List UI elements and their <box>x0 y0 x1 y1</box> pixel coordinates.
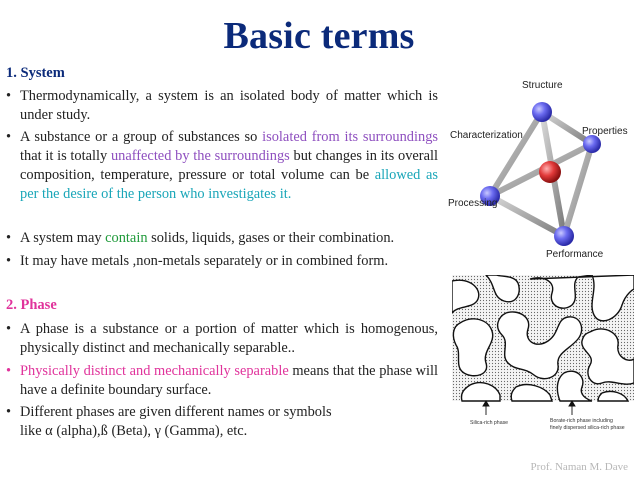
bullet-text <box>6 362 438 400</box>
properties-label: Properties <box>582 126 628 137</box>
structure-label: Structure <box>522 80 563 91</box>
performance-label: Performance <box>546 249 604 260</box>
system-heading: 1. System <box>6 65 65 81</box>
performance-node <box>554 226 574 246</box>
text-run: but changes in its overall composition, temperature, pressure or total volume can be <box>20 148 438 183</box>
system-bullet-3 <box>6 229 438 248</box>
silica-rich-label: Silica-rich phase <box>470 420 509 426</box>
pointer-arrows <box>483 401 575 415</box>
text-run: means that the phase will have a definite boundary surface. <box>20 363 438 398</box>
bullet-text <box>6 403 438 441</box>
phase-heading: 2. Phase <box>6 297 57 313</box>
text-run: that it is totally <box>20 148 111 164</box>
text-run: solids, liquids, gases or their combination. <box>147 230 395 246</box>
borate-rich-label-2: finely dispersed silica-rich phase <box>550 425 625 431</box>
bullet-text <box>6 229 438 248</box>
text-run: A substance or a group of substances so <box>20 129 263 145</box>
text-run: like α (alpha),ß (Beta), γ (Gamma), etc. <box>20 423 248 439</box>
bullet-dot: • <box>6 321 12 337</box>
author-footer: Prof. Naman M. Dave <box>530 461 628 473</box>
bullet-dot: • <box>6 129 12 145</box>
page-title: Basic terms <box>223 15 415 57</box>
phase-bullet-3 <box>6 403 438 441</box>
characterization-node <box>539 161 561 183</box>
system-bullet-2 <box>6 128 438 204</box>
system-bullet-4 <box>6 252 438 271</box>
system-bullet-1 <box>6 87 438 125</box>
bullet-text: A phase is a substance or a portion of matter which is homogenous, physically distinct and mechanically separable.. <box>20 321 438 356</box>
properties-node <box>583 135 601 153</box>
bullet-dot: • <box>6 88 12 104</box>
phase-micrograph <box>452 275 634 443</box>
processing-label: Processing <box>448 198 498 209</box>
phase-bullet-1 <box>6 320 438 358</box>
bullet-text: It may have metals ,non-metals separately or in combined form. <box>20 253 389 269</box>
text-run: A system may <box>20 230 106 246</box>
highlight-allowed: allowed as per the desire of the person who investigates it. <box>20 167 439 202</box>
characterization-label: Characterization <box>450 130 523 141</box>
highlight-physically-distinct: Physically distinct and mechanically separable <box>20 363 289 379</box>
text-run: Different phases are given different names or symbols <box>20 404 332 420</box>
highlight-isolated: isolated from its surroundings <box>262 129 438 145</box>
bullet-dot: • <box>6 404 12 420</box>
highlight-unaffected: unaffected by the surroundings <box>110 148 290 164</box>
bullet-text <box>6 128 438 204</box>
highlight-contain: contain <box>105 230 148 246</box>
bullet-dot: • <box>6 230 12 246</box>
structure-node <box>532 102 552 122</box>
bullet-dot: • <box>6 363 12 379</box>
bullet-dot: • <box>6 253 12 269</box>
phase-bullet-2 <box>6 362 438 400</box>
bullet-text: Thermodynamically, a system is an isolated body of matter which is under study. <box>20 88 438 123</box>
borate-rich-label-1: Borate-rich phase including <box>550 418 613 424</box>
materials-tetrahedron-diagram <box>446 76 638 266</box>
